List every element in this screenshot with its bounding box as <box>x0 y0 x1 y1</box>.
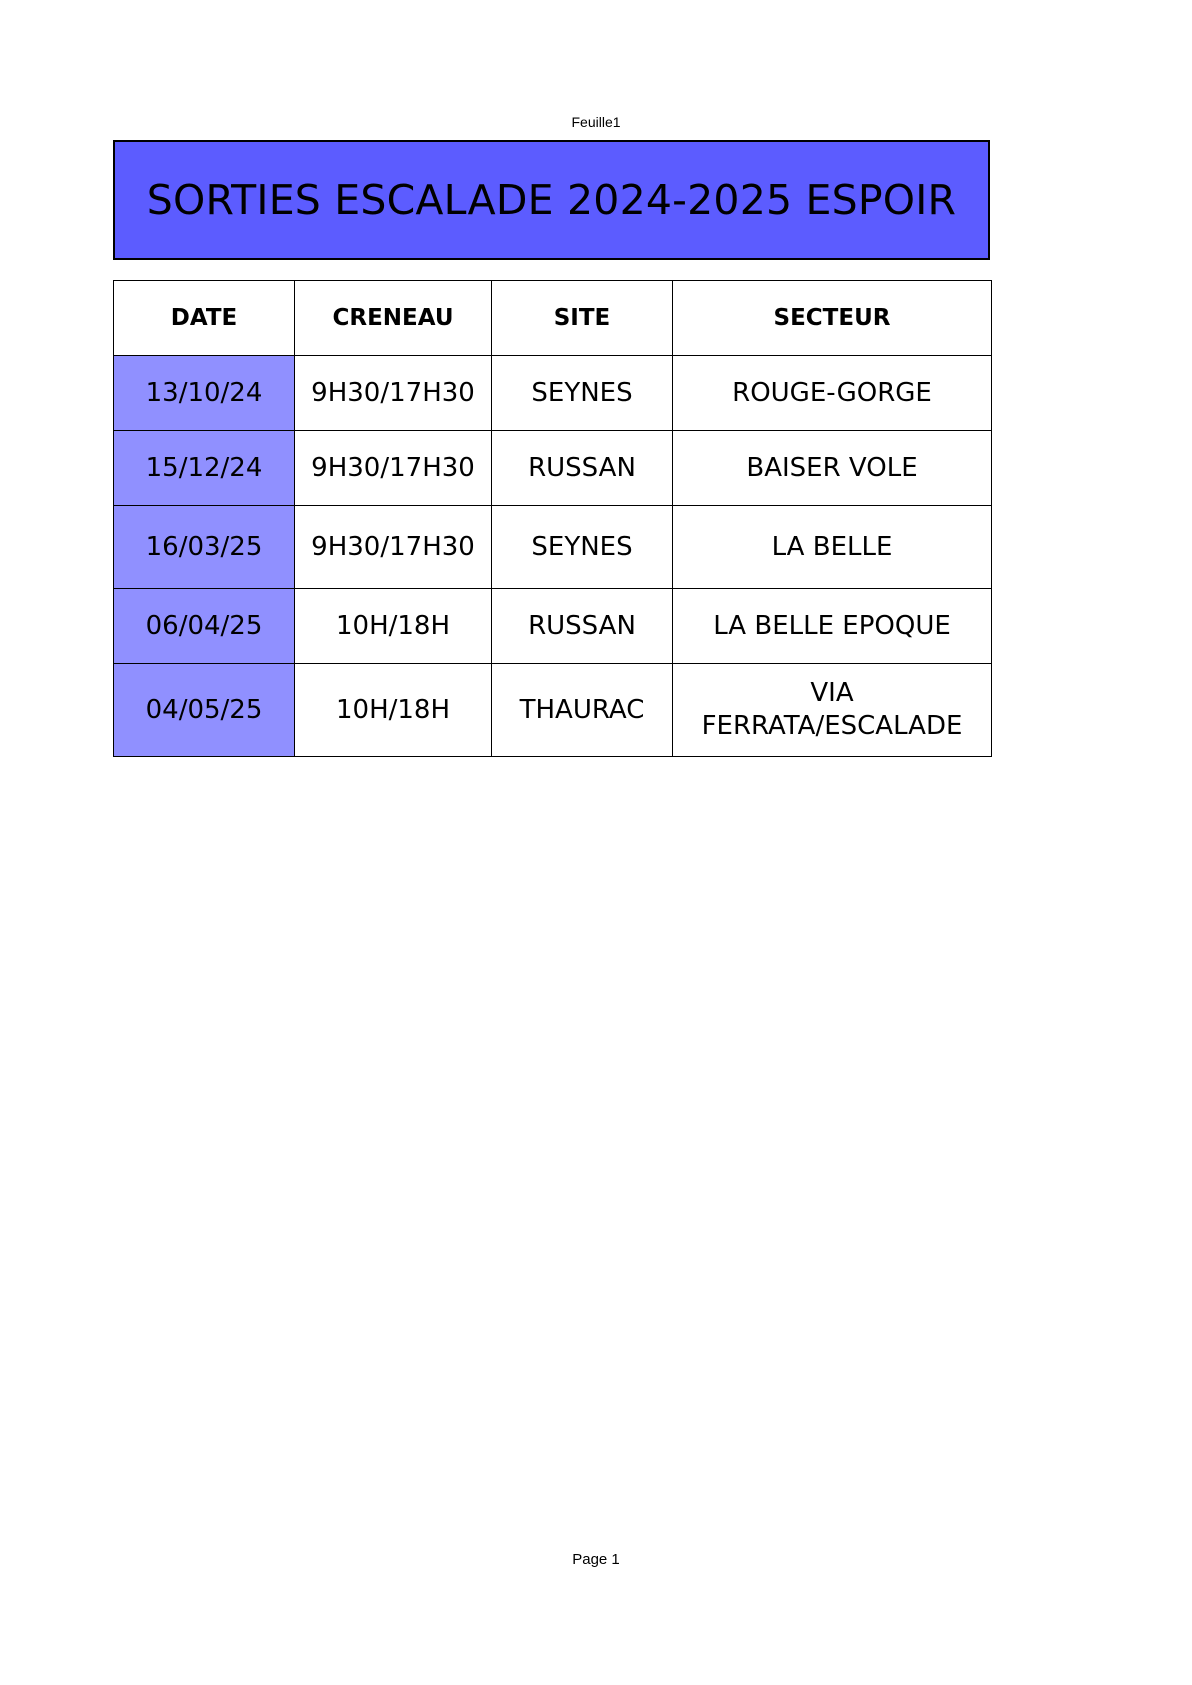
secteur-line-1: VIA <box>810 678 854 708</box>
secteur-line-2: FERRATA/ESCALADE <box>701 711 963 741</box>
site-cell: SEYNES <box>492 506 673 589</box>
secteur-cell: BAISER VOLE <box>673 431 992 506</box>
page-number-footer: Page 1 <box>572 1551 620 1568</box>
column-header-creneau: CRENEAU <box>295 281 492 356</box>
table-row <box>114 506 992 589</box>
date-cell: 15/12/24 <box>114 431 295 506</box>
site-cell: RUSSAN <box>492 589 673 664</box>
table-row <box>114 356 992 431</box>
creneau-cell: 9H30/17H30 <box>295 356 492 431</box>
date-cell: 16/03/25 <box>114 506 295 589</box>
secteur-cell: LA BELLE <box>673 506 992 589</box>
table-row <box>114 664 992 757</box>
creneau-cell: 9H30/17H30 <box>295 506 492 589</box>
date-cell: 04/05/25 <box>114 664 295 757</box>
date-cell: 13/10/24 <box>114 356 295 431</box>
schedule-table <box>113 280 992 757</box>
secteur-cell: ROUGE-GORGE <box>673 356 992 431</box>
site-cell: SEYNES <box>492 356 673 431</box>
creneau-cell: 9H30/17H30 <box>295 431 492 506</box>
column-header-site: SITE <box>492 281 673 356</box>
site-cell: RUSSAN <box>492 431 673 506</box>
table-row <box>114 589 992 664</box>
column-header-date: DATE <box>114 281 295 356</box>
page-title: SORTIES ESCALADE 2024-2025 ESPOIR <box>113 140 990 260</box>
secteur-cell: LA BELLE EPOQUE <box>673 589 992 664</box>
creneau-cell: 10H/18H <box>295 589 492 664</box>
sheet-name-header: Feuille1 <box>571 114 621 130</box>
table-header-row <box>114 281 992 356</box>
column-header-secteur: SECTEUR <box>673 281 992 356</box>
site-cell: THAURAC <box>492 664 673 757</box>
date-cell: 06/04/25 <box>114 589 295 664</box>
secteur-cell <box>673 664 992 757</box>
creneau-cell: 10H/18H <box>295 664 492 757</box>
table-row <box>114 431 992 506</box>
